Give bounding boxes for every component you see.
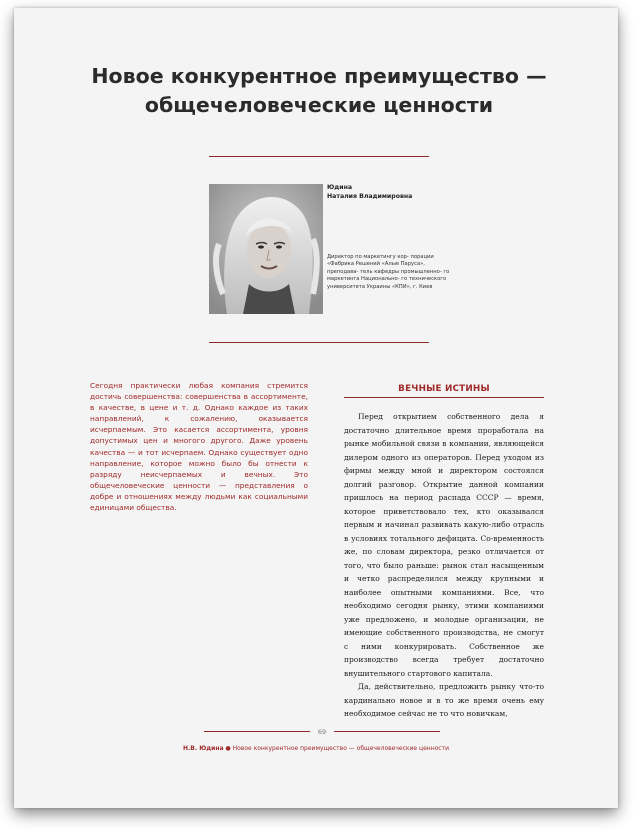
intro-paragraph: Сегодня практически любая компания стремится достичь совершенства: совершенства в ассортименте, в качестве, в цене и т. д. Однако каждое из таких направлений, к сожалению, оказывается исчерпаемым. Это касается ассортимента, уровня допустимых цен и многого другого. Даже уровень качества — и тот исчерпаем. Однако существует одно направление, которое можно было бы отнести к разряду неисчерпаемых и вечных. Это общечеловеческие ценности — представления о добре и отношениях между людьми как социальными единицами общества. — [90, 381, 308, 513]
article-title: Новое конкурентное преимущество — общечеловеческие ценности — [91, 64, 547, 117]
bottom-rule — [209, 342, 429, 343]
body-paragraph: Перед открытием собственного дела я достаточно длительное время проработала на рынке мобильной связи в компании, являющейся дилером одного из операторов. Перед уходом из фирмы между мной и директором состоялся долгий разговор. Открытие данной компании пришлось на период распада СССР — время, которое приветствовало тех, кто оказывался первым и начинал развивать какую-либо отрасль в условиях тотального дефицита. Со-временность же, по словам директора, резко отличается от того, что было раньше: рынок стал насыщенным и четко распределился между крупными и наиболее опытными компаниями. Все, что необходимо сегодня рынку, этими компаниями уже предложено, и молодые организации, не имеющие собственного производства, не смогут с ними конкурировать. Собственное же производство всегда требует достаточно внушительного стартового капитала. — [344, 412, 544, 678]
author-photo — [209, 184, 323, 314]
body-paragraph: Да, действительно, предложить рынку что-то кардинально новое и в то же время очень ему необходимое сейчас не то что новичкам, — [344, 682, 544, 718]
footer-author: Н.В. Юдина — [183, 745, 224, 752]
magazine-page — [14, 8, 618, 808]
author-surname: Юдина — [327, 184, 353, 191]
footer-title: Новое конкурентное преимущество — общечеловеческие ценности — [232, 745, 449, 752]
author-bio: Директор по маркетингу кор- порации «Фабрика Решений «Алые Паруса», преподава- тель кафедры промышленно- го маркетинга Национально- го технического университета Украины «КПИ», г. Киев — [327, 254, 450, 290]
portrait-image — [209, 184, 323, 314]
footer-rule-left — [204, 731, 310, 732]
section-heading: ВЕЧНЫЕ ИСТИНЫ — [398, 384, 490, 394]
page-number: 69 — [317, 728, 327, 736]
footer-rule-right — [334, 731, 440, 732]
article-body — [344, 410, 544, 721]
author-name-block — [327, 183, 457, 201]
section-heading-rule — [344, 397, 544, 398]
top-rule — [209, 156, 429, 157]
author-given-names: Наталия Владимировна — [327, 193, 413, 200]
footer-bullet: ● — [225, 745, 231, 752]
running-footer — [14, 745, 618, 752]
